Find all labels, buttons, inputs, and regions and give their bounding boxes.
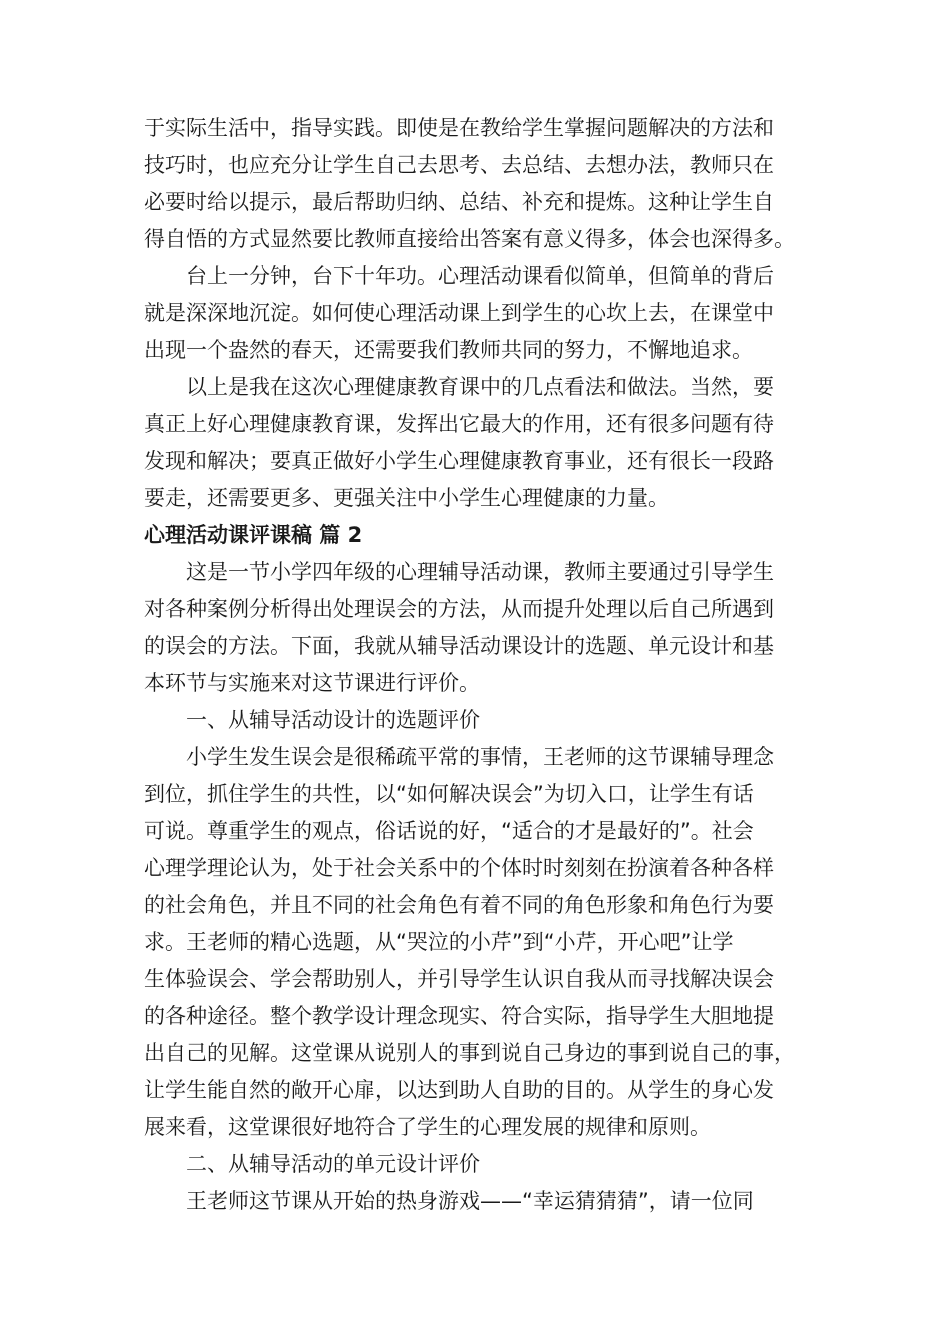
paragraph-line: 的误会的方法。下面，我就从辅导活动课设计的选题、单元设计和基 xyxy=(144,634,774,658)
paragraph-line: 本环节与实施来对这节课进行评价。 xyxy=(144,671,480,695)
paragraph-line: 出现一个盎然的春天，还需要我们教师共同的努力，不懈地追求。 xyxy=(144,338,753,362)
subheading: 一、从辅导活动设计的选题评价 xyxy=(186,708,480,732)
paragraph-line: 以上是我在这次心理健康教育课中的几点看法和做法。当然，要 xyxy=(186,375,774,399)
paragraph-line: 求。王老师的精心选题，从“哭泣的小芹”到“小芹，开心吧”让学 xyxy=(144,930,734,954)
paragraph-line: 发现和解决；要真正做好小学生心理健康教育事业，还有很长一段路 xyxy=(144,449,774,473)
paragraph-line: 展来看，这堂课很好地符合了学生的心理发展的规律和原则。 xyxy=(144,1115,711,1139)
paragraph-line: 台上一分钟，台下十年功。心理活动课看似简单，但简单的背后 xyxy=(186,264,774,288)
paragraph-line: 得自悟的方式显然要比教师直接给出答案有意义得多，体会也深得多。 xyxy=(144,227,795,251)
paragraph-line: 技巧时，也应充分让学生自己去思考、去总结、去想办法，教师只在 xyxy=(144,153,774,177)
paragraph-line: 到位，抓住学生的共性，以“如何解决误会”为切入口，让学生有话 xyxy=(144,782,754,806)
paragraph-line: 小学生发生误会是很稀疏平常的事情，王老师的这节课辅导理念 xyxy=(186,745,774,769)
paragraph-line: 可说。尊重学生的观点，俗话说的好，“适合的才是最好的”。社会 xyxy=(144,819,754,843)
paragraph-line: 生体验误会、学会帮助别人，并引导学生认识自我从而寻找解决误会 xyxy=(144,967,774,991)
paragraph-line: 就是深深地沉淀。如何使心理活动课上到学生的心坎上去，在课堂中 xyxy=(144,301,774,325)
paragraph-line: 真正上好心理健康教育课，发挥出它最大的作用，还有很多问题有待 xyxy=(144,412,774,436)
section-heading: 心理活动课评课稿 篇 2 xyxy=(144,523,363,547)
paragraph-line: 出自己的见解。这堂课从说别人的事到说自己身边的事到说自己的事， xyxy=(144,1041,795,1065)
paragraph-line: 的社会角色，并且不同的社会角色有着不同的角色形象和角色行为要 xyxy=(144,893,774,917)
paragraph-line: 必要时给以提示，最后帮助归纳、总结、补充和提炼。这种让学生自 xyxy=(144,190,774,214)
paragraph-line: 要走，还需要更多、更强关注中小学生心理健康的力量。 xyxy=(144,486,669,510)
paragraph-line: 于实际生活中，指导实践。即使是在教给学生掌握问题解决的方法和 xyxy=(144,116,774,140)
subheading: 二、从辅导活动的单元设计评价 xyxy=(186,1152,480,1176)
paragraph-line: 让学生能自然的敞开心扉，以达到助人自助的目的。从学生的身心发 xyxy=(144,1078,774,1102)
paragraph-line: 王老师这节课从开始的热身游戏——“幸运猜猜猜”，请一位同 xyxy=(186,1189,754,1213)
paragraph-line: 的各种途径。整个教学设计理念现实、符合实际，指导学生大胆地提 xyxy=(144,1004,774,1028)
paragraph-line: 这是一节小学四年级的心理辅导活动课，教师主要通过引导学生 xyxy=(186,560,774,584)
paragraph-line: 对各种案例分析得出处理误会的方法，从而提升处理以后自己所遇到 xyxy=(144,597,774,621)
paragraph-line: 心理学理论认为，处于社会关系中的个体时时刻刻在扮演着各种各样 xyxy=(144,856,774,880)
